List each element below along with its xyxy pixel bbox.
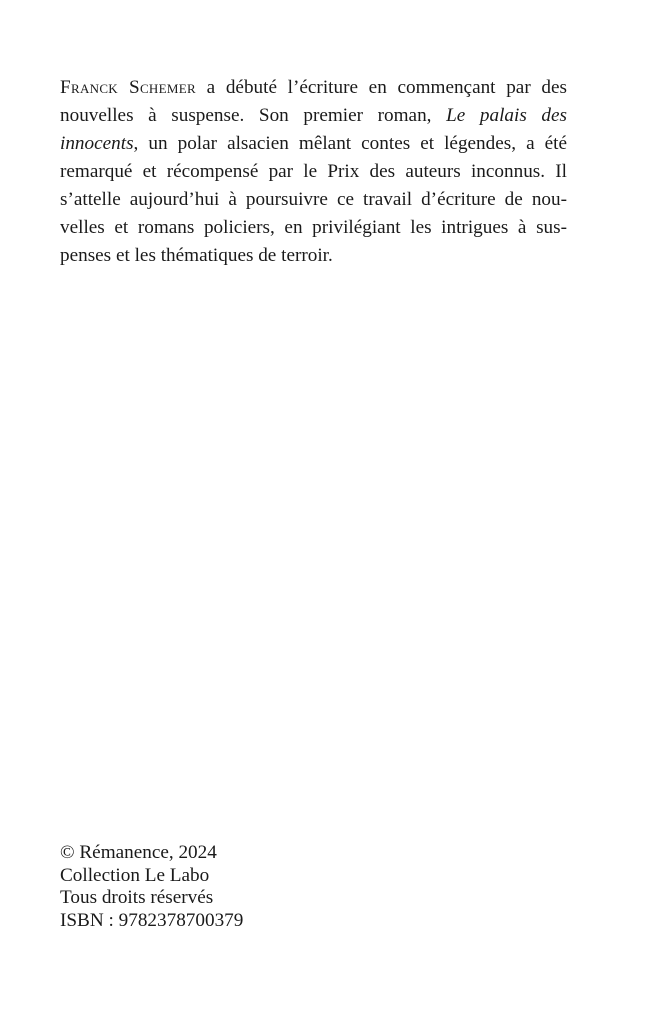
author-bio — [60, 74, 567, 270]
bio-text-1: a débuté l’écriture en commençant par des nouvelles à suspense. Son premier roman, — [60, 77, 567, 126]
collection-line: Collection Le Labo — [60, 864, 210, 886]
bio-text-2: , un polar alsacien mêlant contes et légendes, a été remarqué et récompensé par le Prix des auteurs inconnus. Il s’attelle aujourd’hui à poursuivre ce travail d’écriture de nouvelles et romans policiers, en privilégiant les intrigues à suspenses et les thématiques de terroir. — [60, 133, 567, 266]
author-name: Franck Schemer — [60, 77, 196, 98]
rights-line: Tous droits réservés — [60, 887, 214, 908]
book-title: Le palais des innocents — [60, 105, 567, 154]
colophon — [60, 842, 243, 932]
isbn-line: ISBN : 9782378700379 — [60, 909, 244, 931]
copyright-line: © Rémanence, 2024 — [60, 842, 217, 863]
